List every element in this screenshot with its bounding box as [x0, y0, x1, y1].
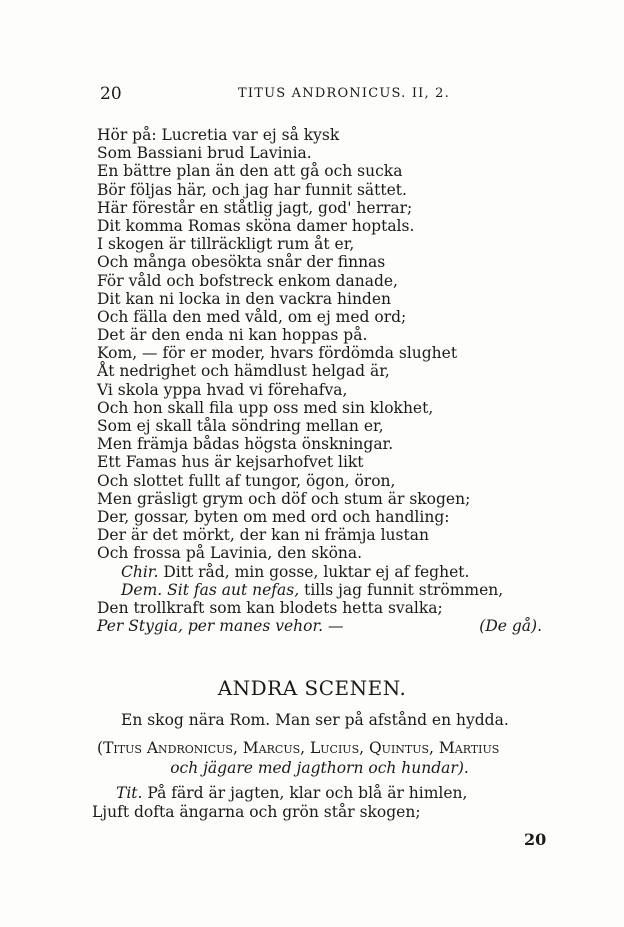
verse-line: Men främja bådas högsta önskningar. — [97, 435, 394, 454]
verse-line: Och fälla den med våld, om ej med ord; — [97, 307, 407, 326]
entrance-direction — [97, 738, 542, 778]
verse-line: Der är det mörkt, der kan ni främja lustan — [97, 526, 429, 545]
verse-line: Och hon skall fila upp oss med sin klokhet, — [97, 398, 434, 417]
latin-verse: Per Stygia, per manes vehor. — — [97, 617, 344, 636]
verse-line: I skogen är tillräckligt rum åt er, — [97, 235, 355, 254]
verse-line: Dit kan ni locka in den vackra hinden — [97, 289, 392, 308]
final-lines — [92, 784, 537, 821]
entrance-line-2: och jägare med jagthorn och hundar). — [170, 759, 469, 777]
demetrius-line — [97, 581, 542, 599]
verse-line: Bör följas här, och jag har funnit sättet. — [97, 180, 407, 199]
speaker-tit: Tit. — [116, 784, 143, 802]
scene-title: ANDRA SCENEN. — [217, 676, 407, 700]
entrance-names-line — [97, 738, 542, 758]
verse-block — [97, 126, 542, 635]
latin-line — [97, 617, 542, 635]
verse-line: Och frossa på Lavinia, den sköna. — [97, 544, 363, 563]
page-number: 20 — [100, 84, 122, 104]
verse-line: En bättre plan än den att gå och sucka — [97, 162, 403, 181]
verse-line: Vi skola yppa hvad vi förehafva, — [97, 380, 348, 399]
speaker-chir: Chir. — [121, 562, 159, 581]
running-title: TITUS ANDRONICUS. II, 2. — [238, 86, 450, 101]
verse-line: Men gräsligt grym och döf och stum är skogen; — [97, 489, 471, 508]
verse-line: Hör på: Lucretia var ej så kysk — [97, 126, 340, 144]
signature-mark: 20 — [524, 830, 547, 849]
open-paren: ( — [97, 739, 104, 757]
titus-text: På färd är jagten, klar och blå är himlen, — [147, 784, 468, 802]
verse-line: Ljuft dofta ängarna och grön står skogen; — [92, 802, 421, 821]
speaker-dem: Dem. — [121, 580, 163, 599]
titus-line — [92, 784, 537, 803]
verse-line: Der, gossar, byten om med ord och handling: — [97, 507, 450, 526]
verse-line: Den trollkraft som kan blodets hetta svalka; — [97, 598, 443, 617]
exit-direction: (De gå). — [479, 617, 542, 636]
demetrius-text: tills jag funnit strömmen, — [304, 580, 504, 599]
verse-line: Åt nedrighet och hämdlust helgad är, — [97, 362, 390, 381]
verse-line: Det är den enda ni kan hoppas på. — [97, 326, 368, 345]
verse-line: Som Bassiani brud Lavinia. — [97, 144, 312, 163]
verse-line: Som ej skall tåla söndring mellan er, — [97, 417, 384, 435]
verse-line: Ett Famas hus är kejsarhofvet likt — [97, 453, 364, 472]
entrance-names: Titus Andronicus, Marcus, Lucius, Quintus, Martius — [103, 739, 500, 757]
verse-line: Här förestår en ståtlig jagt, god' herrar; — [97, 198, 413, 217]
verse-line: För våld och bofstreck enkom danade, — [97, 271, 398, 290]
page-header — [100, 84, 540, 106]
latin-phrase: Sit fas aut nefas, — [167, 580, 300, 599]
chiron-line — [97, 563, 542, 581]
verse-line: Och slottet fullt af tungor, ögon, öron, — [97, 471, 396, 490]
verse-line: Dit komma Romas sköna damer hoptals. — [97, 216, 415, 235]
verse-line: Kom, — för er moder, hvars fördömda slughet — [97, 344, 458, 363]
verse-line: Och många obesökta snår der finnas — [97, 253, 386, 272]
chiron-text: Ditt råd, min gosse, luktar ej af feghet. — [163, 562, 470, 581]
scene-setting: En skog nära Rom. Man ser på afstånd en hydda. — [121, 711, 509, 729]
